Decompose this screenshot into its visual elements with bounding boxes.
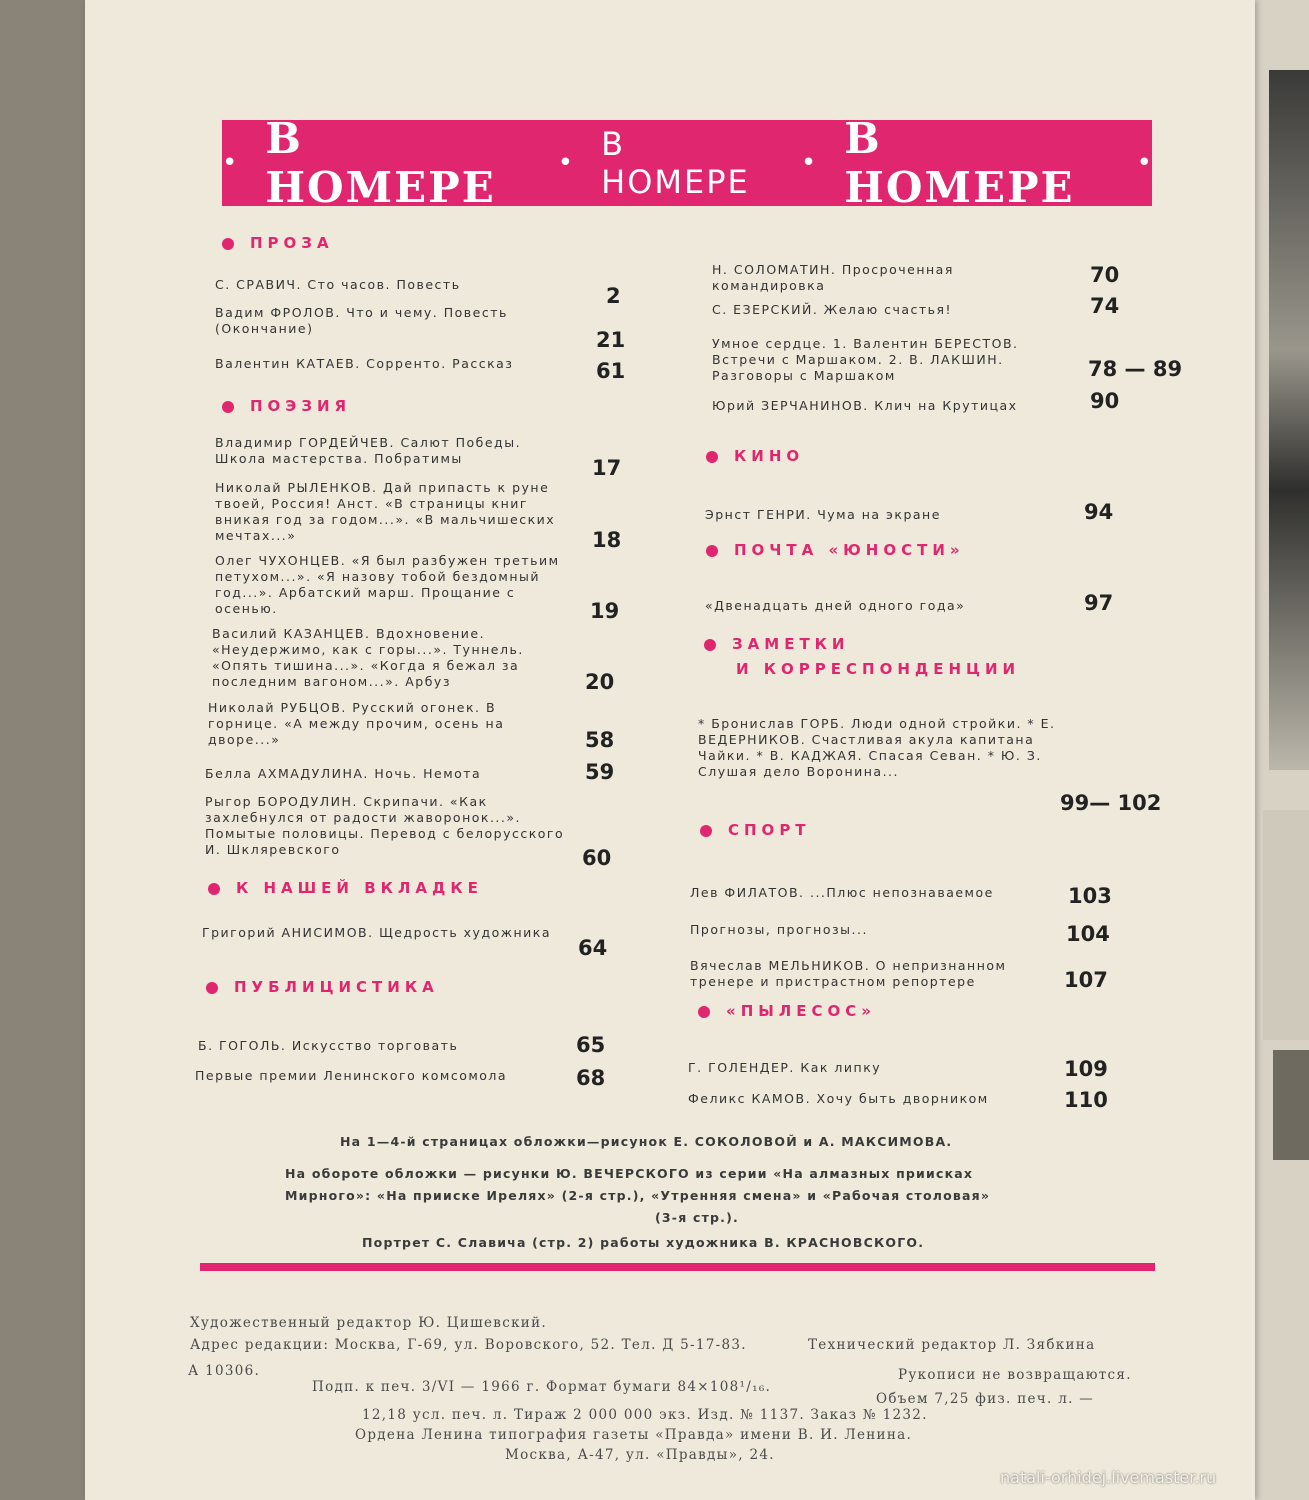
- toc-entry: Первые премии Ленинского комсомола: [195, 1068, 508, 1083]
- toc-entry: Владимир ГОРДЕЙЧЕВ. Салют Победы. Школа мастерства. Побратимы: [215, 435, 522, 466]
- toc-entry: «Двенадцать дней одного года»: [705, 598, 966, 613]
- banner-dot: •: [557, 148, 574, 178]
- toc-entry: Вадим ФРОЛОВ. Что и чему. Повесть (Окончание): [215, 305, 508, 336]
- imprint-code: А 10306.: [188, 1363, 261, 1379]
- banner-dot: •: [1136, 148, 1152, 178]
- toc-page-number: 65: [576, 1033, 606, 1057]
- toc-page-number: 58: [585, 728, 615, 752]
- bullet-icon: [704, 639, 716, 651]
- toc-entry: С. СРАВИЧ. Сто часов. Повесть: [215, 277, 461, 292]
- banner-dot: •: [800, 148, 817, 178]
- art-editor: Художественный редактор Ю. Цишевский.: [190, 1315, 547, 1331]
- cover-credit: На 1—4-й страницах обложки—рисунок Е. СОКОЛОВОЙ и А. МАКСИМОВА.: [340, 1134, 953, 1149]
- adjacent-page-photo-2: [1273, 1050, 1309, 1160]
- back-cover-credit-3: (3-я стр.).: [655, 1210, 739, 1225]
- section-title-sport: СПОРТ: [700, 821, 811, 839]
- section-title-publicistika: ПУБЛИЦИСТИКА: [206, 978, 439, 996]
- toc-entry: Юрий ЗЕРЧАНИНОВ. Клич на Крутицах: [712, 398, 1018, 413]
- toc-entry: Б. ГОГОЛЬ. Искусство торговать: [198, 1038, 459, 1053]
- toc-page-number: 18: [592, 528, 622, 552]
- toc-page-number: 68: [576, 1066, 606, 1090]
- editorial-address: Адрес редакции: Москва, Г-69, ул. Воровского, 52. Тел. Д 5-17-83.: [190, 1337, 747, 1353]
- toc-entry: Василий КАЗАНЦЕВ. Вдохновение. «Неудержимо, как с горы...». Туннель. «Опять тишина...». «Когда я бежал за последним вагоном...». Арбуз: [212, 626, 524, 689]
- back-cover-credit: На обороте обложки — рисунки Ю. ВЕЧЕРСКОГО из серии «На алмазных приисках: [285, 1166, 974, 1181]
- toc-entry: * Бронислав ГОРБ. Люди одной стройки. * Е. ВЕДЕРНИКОВ. Счастливая акула капитана Чайки. * В. КАДЖАЯ. Спасая Севан. * Ю. З. Слушая дело Воронина...: [698, 716, 1056, 779]
- toc-entry: Николай РУБЦОВ. Русский огонек. В горнице. «А между прочим, осень на дворе...»: [208, 700, 505, 747]
- toc-page-number: 70: [1090, 263, 1120, 287]
- toc-entry: Феликс КАМОВ. Хочу быть дворником: [688, 1091, 989, 1106]
- section-title-zametki-2: И КОРРЕСПОНДЕНЦИИ: [736, 660, 1021, 678]
- bullet-icon: [700, 825, 712, 837]
- banner-title-thin: В НОМЕРЕ: [601, 125, 750, 201]
- toc-page-number: 78 — 89: [1088, 357, 1183, 381]
- toc-page-number: 60: [582, 846, 612, 870]
- toc-entry: Николай РЫЛЕНКОВ. Дай припасть к руне твоей, Россия! Анст. «В страницы книг вникая год за годом...». «В мальчишеских мечтах...»: [215, 480, 556, 543]
- bullet-icon: [206, 982, 218, 994]
- toc-entry: Лев ФИЛАТОВ. ...Плюс непознаваемое: [690, 885, 994, 900]
- section-title-pylesos: «ПЫЛЕСОС»: [698, 1002, 876, 1020]
- toc-page-number: 2: [606, 284, 621, 308]
- banner-title-bold: В НОМЕРЕ: [844, 114, 1075, 212]
- imprint-volume: Объем 7,25 физ. печ. л. —: [876, 1391, 1095, 1407]
- contents-banner: [222, 114, 1152, 212]
- toc-page-number: 107: [1064, 968, 1108, 992]
- toc-page-number: 64: [578, 936, 608, 960]
- bullet-icon: [698, 1006, 710, 1018]
- toc-page-number: 110: [1064, 1088, 1108, 1112]
- adjacent-page-edge: [1255, 0, 1309, 1500]
- toc-entry: Олег ЧУХОНЦЕВ. «Я был разбужен третьим петухом...». «Я назову тобой бездомный год...». Арбатский марш. Прощание с осенью.: [215, 553, 560, 616]
- printer-address: Москва, А-47, ул. «Правды», 24.: [505, 1447, 775, 1463]
- toc-page-number: 21: [596, 328, 626, 352]
- watermark: natali-orhidej.livemaster.ru: [1000, 1468, 1217, 1487]
- bullet-icon: [208, 883, 220, 895]
- toc-entry: Вячеслав МЕЛЬНИКОВ. О непризнанном тренере и пристрастном репортере: [690, 958, 1007, 989]
- section-title-proza: ПРОЗА: [222, 234, 334, 252]
- toc-entry: Н. СОЛОМАТИН. Просроченная командировка: [712, 262, 954, 293]
- toc-entry: Умное сердце. 1. Валентин БЕРЕСТОВ. Встречи с Маршаком. 2. В. ЛАКШИН. Разговоры с Маршаком: [712, 336, 1019, 383]
- toc-page-number: 109: [1064, 1057, 1108, 1081]
- toc-page-number: 104: [1066, 922, 1110, 946]
- toc-entry: Эрнст ГЕНРИ. Чума на экране: [705, 507, 941, 522]
- banner-dot: •: [222, 148, 238, 178]
- section-title-poeziya: ПОЭЗИЯ: [222, 397, 351, 415]
- toc-page-number: 17: [592, 456, 622, 480]
- section-title-kino: КИНО: [706, 447, 804, 465]
- bullet-icon: [222, 401, 234, 413]
- bullet-icon: [706, 451, 718, 463]
- adjacent-page-photo: [1269, 70, 1309, 770]
- toc-entry: Валентин КАТАЕВ. Сорренто. Рассказ: [215, 356, 514, 371]
- toc-page-number: 74: [1090, 294, 1120, 318]
- imprint-print-line: Подп. к печ. 3/VI — 1966 г. Формат бумаги 84×108¹/₁₆.: [312, 1379, 772, 1395]
- toc-page-number: 20: [585, 670, 615, 694]
- manuscripts-note: Рукописи не возвращаются.: [898, 1367, 1132, 1383]
- toc-page-number: 99— 102: [1060, 791, 1162, 815]
- toc-entry: Прогнозы, прогнозы...: [690, 922, 868, 937]
- section-title-vkladka: К НАШЕЙ ВКЛАДКЕ: [208, 879, 483, 897]
- back-cover-credit-2: Мирного»: «На прииске Ирелях» (2-я стр.), «Утренняя смена» и «Рабочая столовая»: [285, 1188, 991, 1203]
- toc-page-number: 103: [1068, 884, 1112, 908]
- toc-page-number: 94: [1084, 500, 1114, 524]
- toc-page-number: 19: [590, 599, 620, 623]
- toc-page-number: 59: [585, 760, 615, 784]
- tech-editor: Технический редактор Л. Зябкина: [808, 1337, 1096, 1353]
- section-title-zametki: ЗАМЕТКИ: [704, 635, 850, 653]
- toc-entry: С. ЕЗЕРСКИЙ. Желаю счастья!: [712, 302, 953, 317]
- bullet-icon: [222, 238, 234, 250]
- toc-entry: Белла АХМАДУЛИНА. Ночь. Немота: [205, 766, 482, 781]
- imprint-print-line-2: 12,18 усл. печ. л. Тираж 2 000 000 экз. Изд. № 1137. Заказ № 1232.: [362, 1407, 928, 1423]
- magazine-page: [85, 0, 1255, 1500]
- toc-entry: Г. ГОЛЕНДЕР. Как липку: [688, 1060, 882, 1075]
- banner-title-bold: В НОМЕРЕ: [265, 114, 496, 212]
- toc-page-number: 90: [1090, 389, 1120, 413]
- toc-entry: Григорий АНИСИМОВ. Щедрость художника: [202, 925, 552, 940]
- section-title-pochta: ПОЧТА «ЮНОСТИ»: [706, 541, 965, 559]
- printer-name: Ордена Ленина типография газеты «Правда» имени В. И. Ленина.: [355, 1427, 913, 1443]
- toc-page-number: 97: [1084, 591, 1114, 615]
- bullet-icon: [706, 545, 718, 557]
- toc-entry: Рыгор БОРОДУЛИН. Скрипачи. «Как захлебнулся от радости жаворонок...». Помытые половицы. Перевод с белорусского И. Шкляревского: [205, 794, 565, 857]
- portrait-credit: Портрет С. Славича (стр. 2) работы художника В. КРАСНОВСКОГО.: [362, 1235, 925, 1250]
- toc-page-number: 61: [596, 359, 626, 383]
- divider-rule: [200, 1263, 1155, 1271]
- adjacent-page-blank: [1263, 810, 1309, 1040]
